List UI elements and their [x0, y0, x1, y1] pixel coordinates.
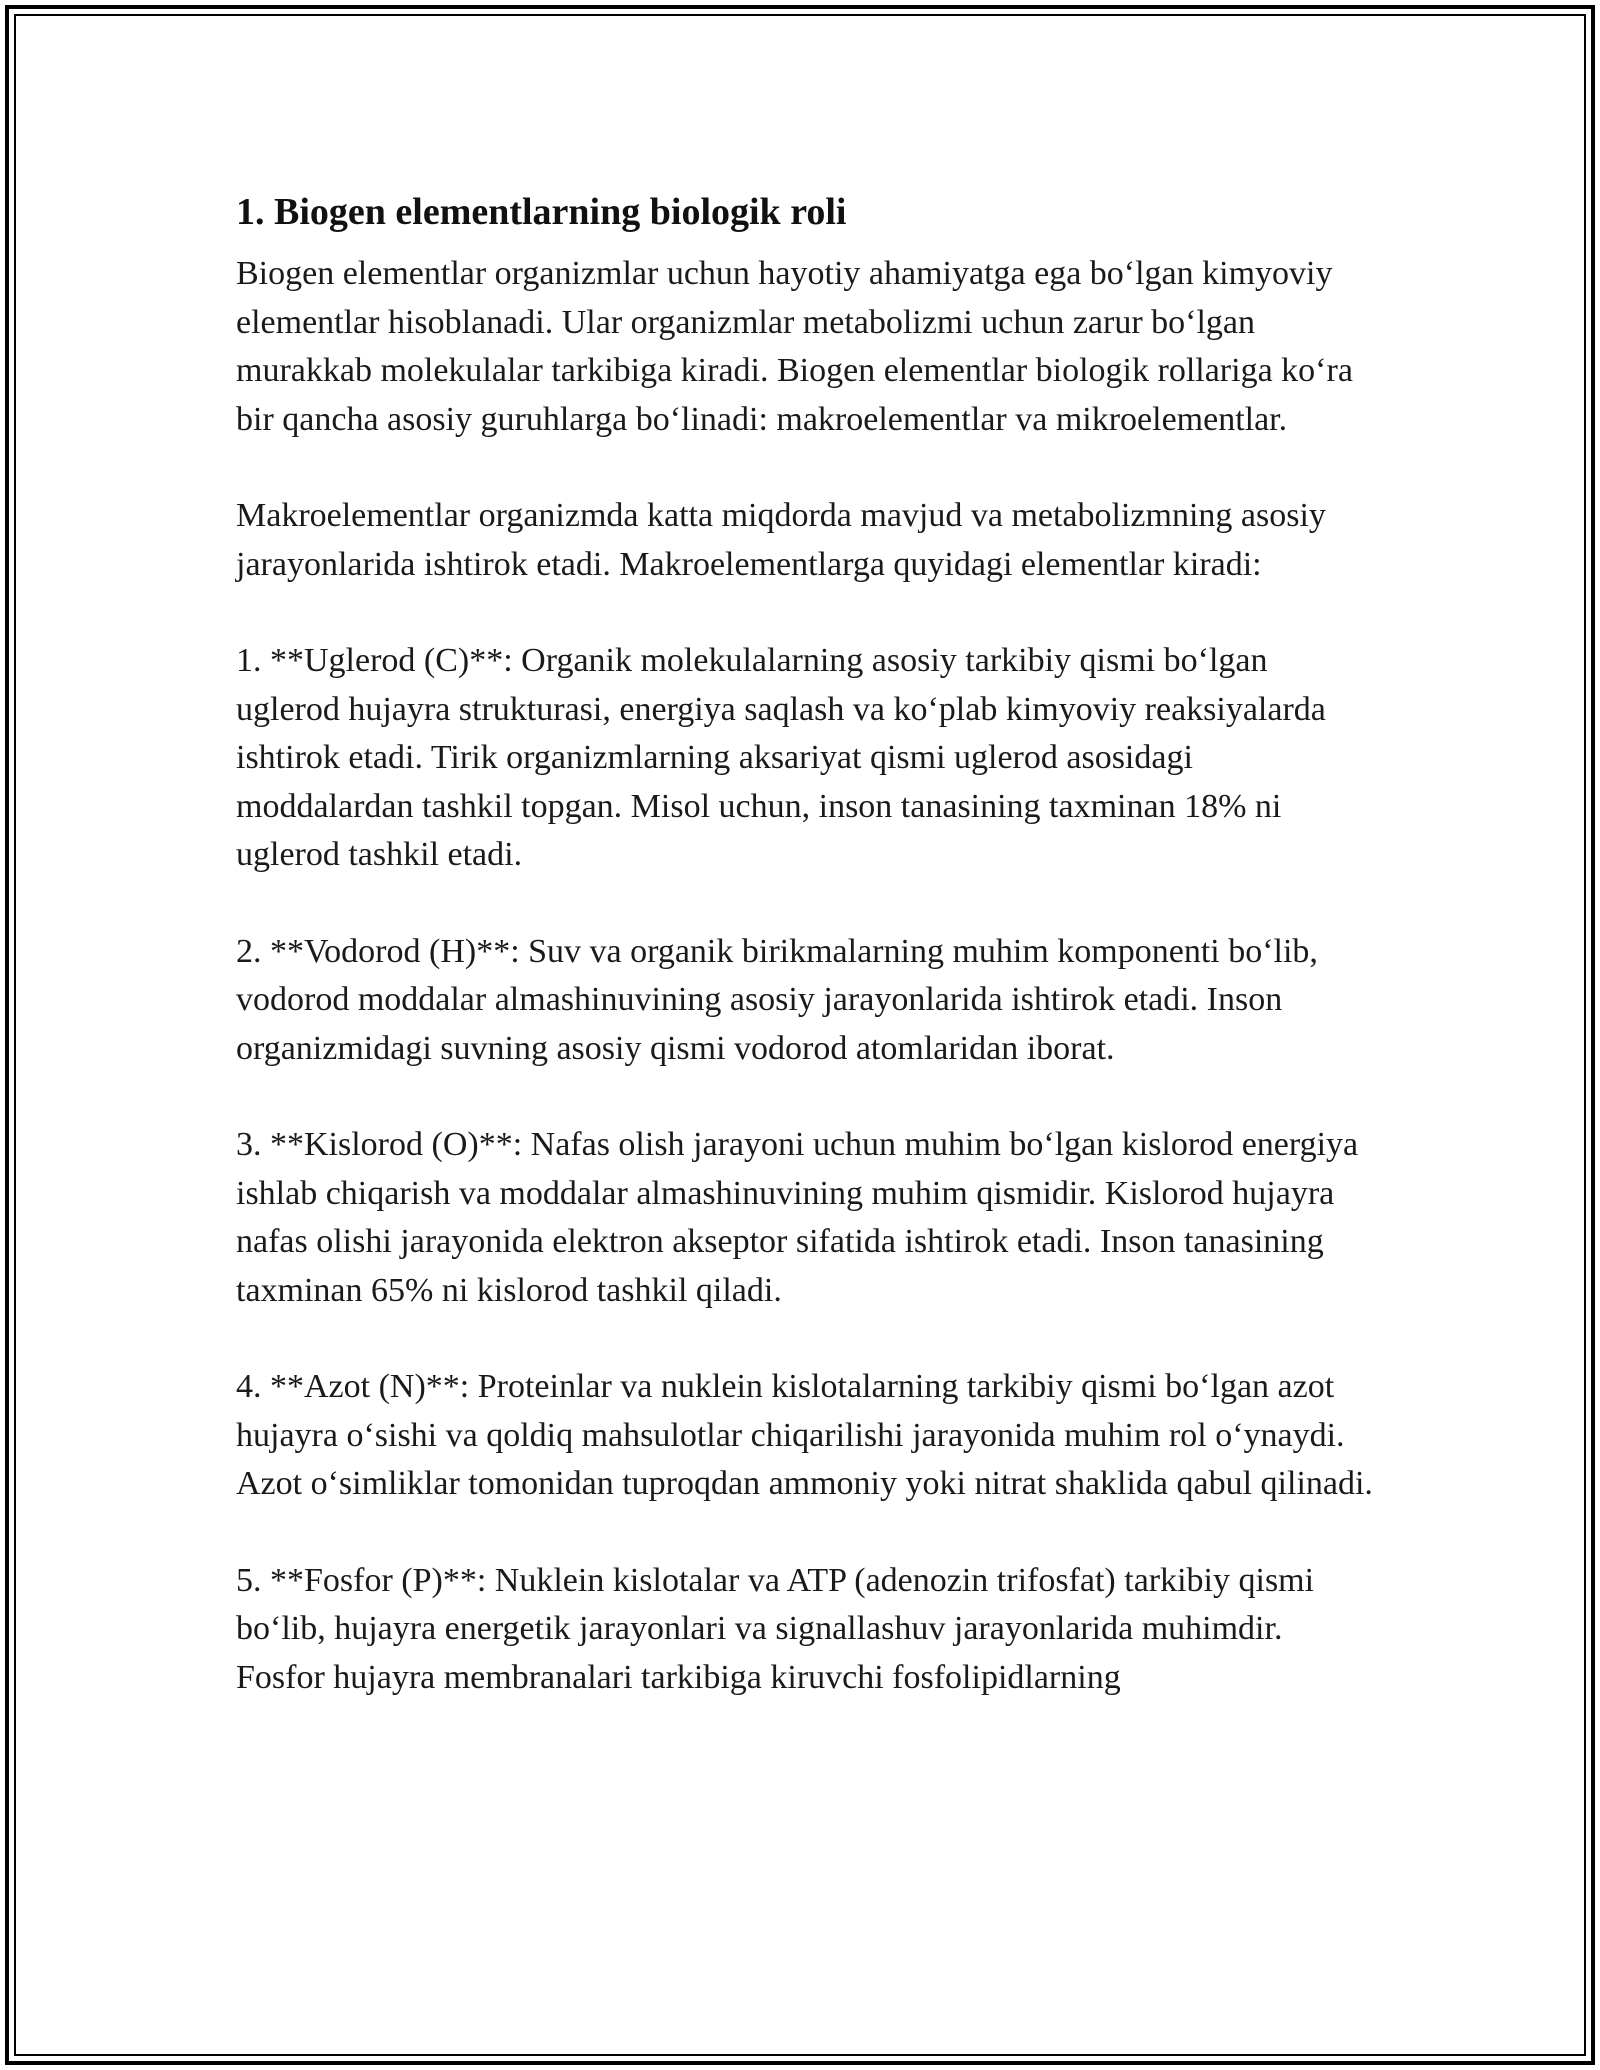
paragraph-intro: Biogen elementlar organizmlar uchun hayotiy ahamiyatga ega bo‘lgan kimyoviy elementlar hisoblanadi. Ular organizmlar metabolizmi uchun zarur bo‘lgan murakkab molekulalar tarkibiga kiradi. Biogen elementlar biologik rollariga ko‘ra bir qancha asosiy guruhlarga bo‘linadi: makroelementlar va mikroelementlar.	[236, 255, 1353, 438]
paragraph-carbon: 1. **Uglerod (C)**: Organik molekulalarning asosiy tarkibiy qismi bo‘lgan uglerod hujayra strukturasi, energiya saqlash va ko‘plab kimyoviy reaksiyalarda ishtirok etadi. Tirik organizmlarning aksariyat qismi uglerod asosidagi moddalardan tashkil topgan. Misol uchun, inson tanasining taxminan 18% ni uglerod tashkil etadi.	[236, 642, 1326, 873]
paragraph-nitrogen: 4. **Azot (N)**: Proteinlar va nuklein kislotalarning tarkibiy qismi bo‘lgan azot hujayra o‘sishi va qoldiq mahsulotlar chiqarilishi jarayonida muhim rol o‘ynaydi. Azot o‘simliklar tomonidan tuproqdan ammoniy yoki nitrat shaklida qabul qilinadi.	[236, 1368, 1373, 1502]
document-body	[236, 188, 1376, 1750]
paragraph-oxygen: 3. **Kislorod (O)**: Nafas olish jarayoni uchun muhim bo‘lgan kislorod energiya ishlab chiqarish va moddalar almashinuvining muhim qismidir. Kislorod hujayra nafas olishi jarayonida elektron akseptor sifatida ishtirok etadi. Inson tanasining taxminan 65% ni kislorod tashkil qiladi.	[236, 1126, 1359, 1309]
paragraph-macroelements: Makroelementlar organizmda katta miqdorda mavjud va metabolizmning asosiy jarayonlarida ishtirok etadi. Makroelementlarga quyidagi elementlar kiradi:	[236, 497, 1326, 583]
section-heading: 1. Biogen elementlarning biologik roli	[236, 191, 847, 233]
paragraph-phosphorus: 5. **Fosfor (P)**: Nuklein kislotalar va ATP (adenozin trifosfat) tarkibiy qismi bo‘lib, hujayra energetik jarayonlari va signallashuv jarayonlarida muhimdir. Fosfor hujayra membranalari tarkibiga kiruvchi fosfolipidlarning	[236, 1561, 1315, 1696]
paragraph-hydrogen: 2. **Vodorod (H)**: Suv va organik birikmalarning muhim komponenti bo‘lib, vodorod moddalar almashinuvining asosiy jarayonlarida ishtirok etadi. Inson organizmidagi suvning asosiy qismi vodorod atomlaridan iborat.	[236, 932, 1318, 1067]
